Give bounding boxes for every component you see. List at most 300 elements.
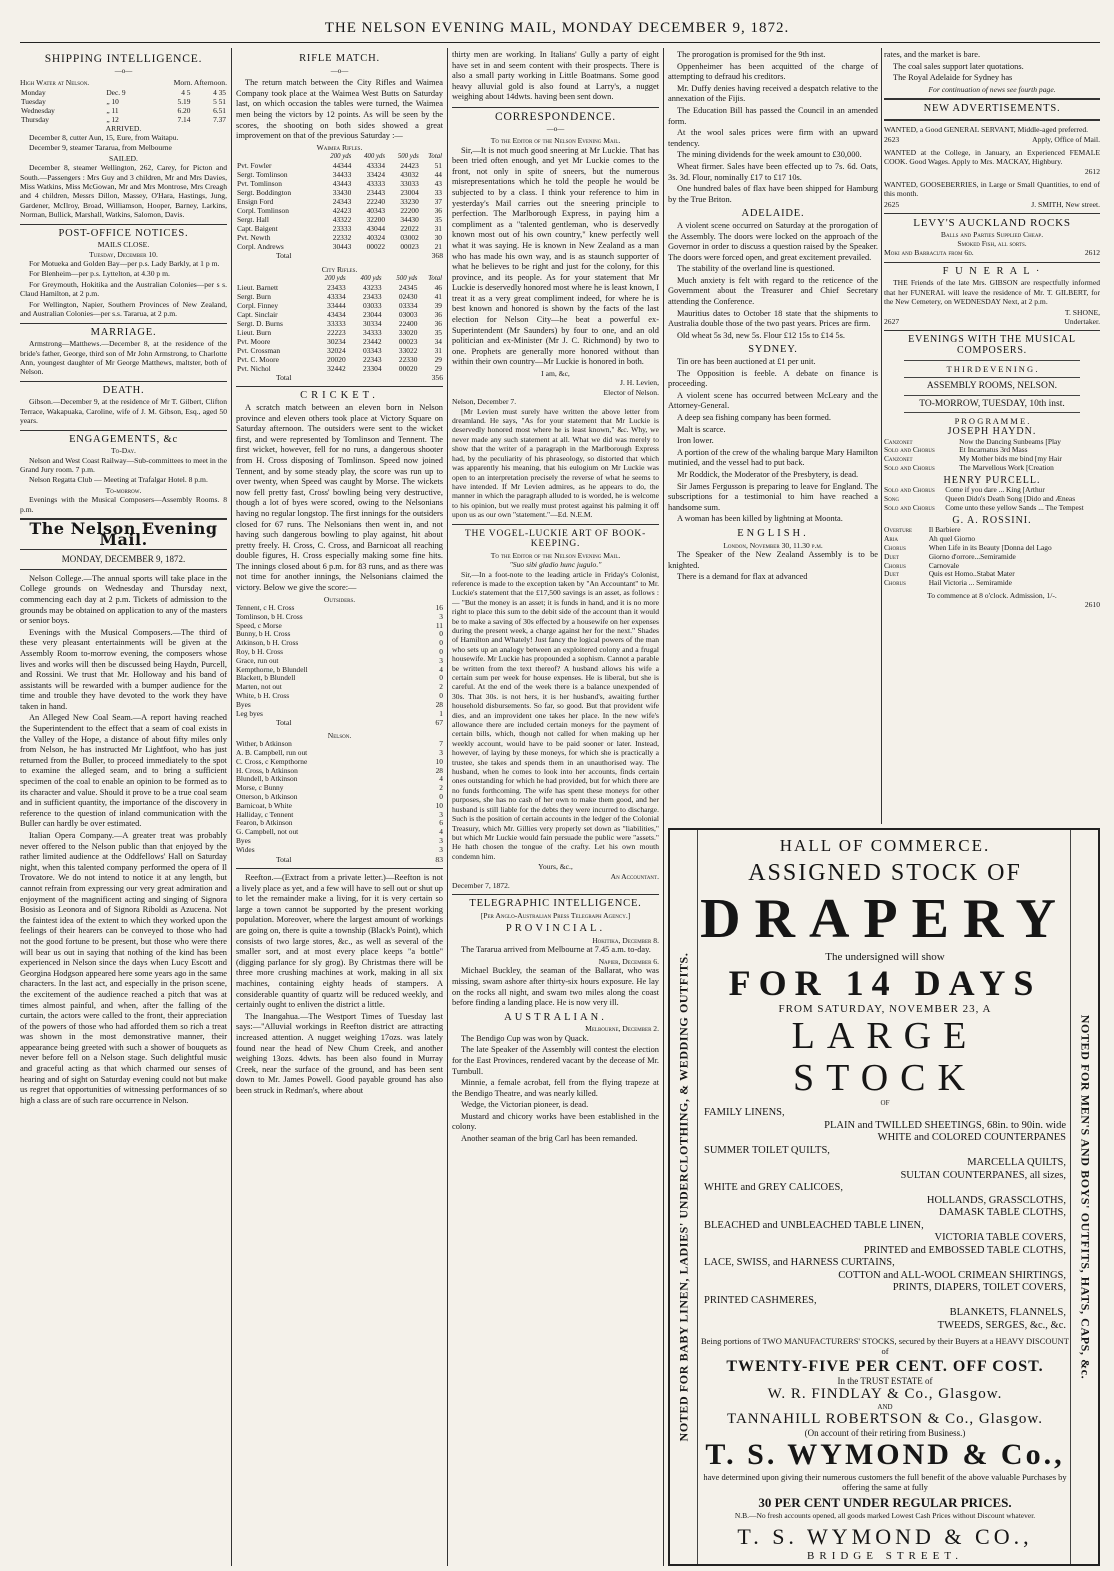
- batsman-runs: 10: [435, 756, 443, 766]
- score-cell: 34: [434, 336, 442, 346]
- score-cell: 34433: [332, 170, 352, 180]
- score-row: [236, 197, 443, 206]
- column-5: [884, 50, 1100, 825]
- haydn-table: [884, 438, 1100, 473]
- city-total: 356: [431, 372, 443, 382]
- goods-line: PRINTED and EMBOSSED TABLE CLOTHS,: [863, 1244, 1066, 1256]
- ad-number: 2627: [884, 317, 900, 327]
- programme-type: Solo and Chorus: [884, 445, 935, 455]
- score-cell: 29: [434, 354, 442, 364]
- news-para: The Speaker of the New Zealand Assembly is to be knighted.: [668, 549, 878, 570]
- column-divider: [447, 48, 448, 1566]
- score-cell: Sergt. Burn: [237, 291, 271, 301]
- advert-determined: have determined upon giving their numerous customers the full benefit of the above valuable Purchases by offering the same at fully: [703, 1472, 1067, 1492]
- score-cell: Sergt. Tomlinson: [237, 170, 288, 180]
- programme-type: Overture: [884, 525, 913, 535]
- goods-line: BLANKETS, FLANNELS,: [949, 1307, 1066, 1318]
- advert-retiring: (On account of their retiring from Business.): [804, 1428, 966, 1438]
- programme-type: Canzonet: [884, 454, 913, 464]
- score-cell: 30: [434, 233, 442, 243]
- batsman-row: [236, 701, 443, 710]
- rule: [884, 98, 1100, 100]
- score-cell: Corpl. Tomlinson: [237, 206, 289, 216]
- batsman-row: [236, 692, 443, 701]
- advert-bridge-street: BRIDGE STREET.: [807, 1550, 963, 1562]
- goods-line: TWEEDS, SERGES, &c., &c.: [937, 1319, 1066, 1331]
- score-cell: 24343: [332, 197, 352, 207]
- advert-assigned: ASSIGNED STOCK OF: [748, 860, 1022, 886]
- goods-line: VICTORIA TABLE COVERS,: [934, 1232, 1066, 1243]
- score-cell: 23442: [363, 336, 382, 346]
- batsman-name: Morse, c Bunny: [236, 783, 284, 793]
- news-para: A portion of the crew of the whaling barque Mary Hamilton mutinied, and the vessel had to put back.: [668, 447, 878, 468]
- programme-type: Duet: [884, 569, 900, 579]
- batsman-name: Byes: [236, 699, 251, 709]
- advert-undersigned: The undersigned will show: [825, 951, 945, 963]
- tide-cell: Tuesday: [21, 96, 46, 106]
- score-header: 200 yds: [324, 274, 346, 282]
- news-para: One hundred bales of flax have been shipped for Hamburg by the True Briton.: [668, 184, 878, 204]
- programme-piece: When Life in its Beauty [Donna del Lago: [928, 542, 1052, 552]
- batsman-name: A. B. Campbell, run out: [236, 748, 308, 758]
- nelson-title: Nelson.: [327, 730, 352, 740]
- goods-line: SULTAN COUNTERPANES, all sizes,: [900, 1169, 1066, 1181]
- article-para: Nelson College.—The annual sports will take place in the College grounds on Wednesday and Thursday next, commencing each day at 2 p.m. Tickets of admission to the grounds may be obtained on application to any of the masters or senior boys.: [20, 573, 227, 626]
- engagements-today: To-Day.: [111, 446, 136, 456]
- batsman-name: Wither, b Atkinson: [236, 739, 292, 749]
- score-header: 200 yds: [330, 153, 352, 161]
- programme-piece: Il Barbiere: [928, 525, 961, 535]
- outsiders-total-row: [236, 718, 443, 727]
- score-cell: Pvt. C. Moore: [237, 354, 279, 364]
- score-row: [236, 319, 443, 328]
- goods-line: PRINTED CASHMERES,: [704, 1294, 817, 1306]
- batsman-name: Tomlinson, b H. Cross: [236, 611, 303, 621]
- rule: [236, 386, 443, 387]
- batsman-name: C. Cross, c Kempthorne: [236, 756, 308, 766]
- batsman-name: Marten, not out: [236, 682, 282, 692]
- tele-para: Minnie, a female acrobat, fell from the flying trapeze at the Bendigo Theatre, and was nearly killed.: [452, 1078, 659, 1098]
- advert-and: AND: [877, 1403, 893, 1411]
- death-heading: DEATH.: [102, 384, 145, 396]
- goods-line: FAMILY LINENS,: [704, 1107, 785, 1118]
- score-cell: 43434: [327, 309, 346, 319]
- article-continued: thirty men are working. In Italians' Gully a party of eight have set in and seem content with their prospects. There is also a small party working in Little Boatmans. Some good heavy alluvial gold is also found at Larry's, a nugget weighing about 14dwts. having been sent down.: [452, 50, 659, 102]
- score-cell: 22400: [398, 318, 418, 328]
- news-para: Tin ore has been auctioned at £1 per unit.: [677, 357, 816, 367]
- score-row: [236, 310, 443, 319]
- score-cell: 43233: [363, 282, 382, 292]
- engagements-heading: ENGAGEMENTS, &c: [69, 433, 178, 445]
- classified-ad: [884, 125, 1100, 145]
- score-cell: 00020: [398, 363, 418, 373]
- composer-purcell: HENRY PURCELL.: [943, 474, 1041, 486]
- rule: [904, 377, 1080, 378]
- score-header: Total: [428, 274, 442, 282]
- batsman-runs: 3: [439, 844, 443, 854]
- score-cell: 03033: [363, 300, 382, 310]
- funeral-footer: [884, 317, 1100, 326]
- outsiders-title: Outsiders.: [323, 594, 356, 604]
- score-cell: 40343: [366, 206, 386, 216]
- batsman-runs: 0: [439, 792, 443, 802]
- score-cell: 43334: [366, 161, 386, 171]
- score-row: [236, 346, 443, 355]
- score-cell: 03002: [400, 233, 419, 243]
- advert-trust: In the TRUST ESTATE of: [837, 1376, 933, 1386]
- programme-type: Solo and Chorus: [884, 485, 935, 495]
- score-cell: Corpl. Finney: [237, 300, 279, 310]
- advert-large-stock: LARGE STOCK: [791, 1015, 979, 1099]
- batsman-row: [236, 837, 443, 846]
- letter-signature-title: Elector of Nelson.: [603, 387, 659, 397]
- dateline: Hokitika, December 8.: [592, 935, 659, 945]
- programme-piece: Come unto these yellow Sands ... The Tempest: [945, 503, 1084, 512]
- score-row: [236, 233, 443, 242]
- tide-table: [20, 88, 227, 124]
- tide-cell: „ 10: [106, 96, 119, 106]
- score-cell: 33020: [398, 327, 418, 337]
- score-cell: 43333: [366, 179, 386, 189]
- advert-discount: TWENTY-FIVE PER CENT. OFF COST.: [726, 1358, 1044, 1375]
- news-para: Oppenheimer has been acquitted of the charge of attempting to defraud his creditors.: [668, 61, 878, 82]
- tide-cell: 5.19: [177, 96, 191, 106]
- score-cell: 24423: [400, 161, 419, 171]
- score-cell: 22330: [398, 354, 418, 364]
- tide-header: [20, 78, 227, 87]
- score-cell: 43: [434, 179, 442, 189]
- batsman-name: Otterson, b Atkinson: [236, 792, 298, 802]
- advert-from-date: FROM SATURDAY, NOVEMBER 23, A: [778, 1003, 992, 1015]
- news-para: A woman has been killed by lightning at Moonta.: [677, 514, 843, 524]
- programme-type: Canzonet: [884, 436, 913, 446]
- batsman-runs: 4: [439, 664, 443, 674]
- score-cell: Pvt. Moore: [237, 336, 271, 346]
- score-cell: Corpl. Andrews: [237, 242, 284, 252]
- score-row: [236, 188, 443, 197]
- news-para: Mr. Duffy denies having received a despatch relative to the annexation of the Fijis.: [668, 83, 878, 104]
- column-2: [236, 50, 443, 1566]
- tide-cell: 4 5: [181, 87, 191, 97]
- score-cell: 34333: [363, 327, 382, 337]
- column-4: [668, 50, 878, 825]
- sailed-heading: SAILED.: [109, 153, 138, 163]
- score-cell: Pvt. Newth: [237, 233, 271, 243]
- score-cell: 35: [434, 327, 442, 337]
- batsman-runs: 4: [439, 774, 443, 784]
- rule: [904, 395, 1080, 396]
- programme-piece: Queen Dido's Death Song [Dido and Æneas: [945, 494, 1076, 504]
- ornament: —o—: [330, 66, 349, 75]
- tele-para: Wedge, the Victorian pioneer, is dead.: [461, 1100, 589, 1110]
- dateline: Napier, December 6.: [598, 956, 659, 966]
- batsman-name: Halliday, c Tennent: [236, 809, 294, 819]
- score-row: [236, 206, 443, 215]
- batsman-name: White, b H. Cross: [236, 691, 290, 701]
- score-cell: Capt. Sinclair: [237, 309, 278, 319]
- score-cell: 22223: [327, 327, 346, 337]
- programme-piece: Hail Victoria ... Semiramide: [928, 578, 1012, 588]
- advert-body: [698, 830, 1072, 1564]
- score-cell: 51: [434, 161, 442, 171]
- classified-contact: 2612: [1084, 167, 1100, 177]
- score-cell: 22343: [363, 354, 382, 364]
- score-cell: 41: [434, 291, 442, 301]
- marriage-text: Armstrong—Matthews.—December 8, at the residence of the bride's father, George, third son of Mr John Armstrong, to Charlotte Ann, youngest daughter of Mr George Matthews, maltster, both of Nelson.: [20, 339, 227, 377]
- score-cell: 43044: [366, 224, 386, 234]
- classified-footer: [884, 167, 1100, 176]
- score-cell: 03343: [363, 345, 382, 355]
- news-para: A deep sea fishing company has been formed.: [677, 413, 831, 422]
- score-row: [236, 170, 443, 179]
- advert-hall: HALL OF COMMERCE.: [779, 836, 991, 855]
- score-row: [236, 283, 443, 292]
- advert-vertical-text: NOTED FOR BABY LINEN, LADIES' UNDERCLOTHING, & WEDDING OUTFITS.: [676, 952, 690, 1442]
- ad-number: 2612: [1084, 248, 1100, 258]
- programme-piece: Come if you dare ... King [Arthur: [945, 485, 1045, 495]
- advert-findlay: W. R. FINDLAY & Co., Glasgow.: [767, 1386, 1003, 1402]
- batsman-runs: 28: [435, 699, 443, 709]
- programme-row: [884, 464, 1100, 473]
- batsman-name: Leg byes: [236, 708, 263, 718]
- goods-line: PLAIN and TWILLED SHEETINGS, 68in. to 90in. wide: [824, 1119, 1066, 1131]
- tide-cell: 4 35: [213, 87, 226, 97]
- score-cell: 43334: [327, 291, 346, 301]
- batsman-name: Speed, c Morse: [236, 620, 282, 630]
- inangahua-para: The Inangahua.—The Westport Times of Tuesday last says:—"Alluvial workings in Reefton district are attracting increased attention. A nugget weighing 17ozs. was lately found near the head of New Chum Creek, and another weighing 13ozs. 4dwts. has been also found in Murray Creek, near the surface of the ground, and has been sent down to Mr. James Powell. Good payable ground has also been struck in Redman's, where about: [236, 1011, 443, 1095]
- vogel-closing: Yours, &c.,: [538, 862, 573, 872]
- score-cell: 02430: [398, 291, 418, 301]
- rule: [452, 524, 659, 525]
- letter-place: Nelson, December 7.: [452, 397, 517, 407]
- programme-piece: Carnovale: [928, 560, 960, 570]
- score-cell: 23304: [363, 363, 382, 373]
- assembly-rooms: ASSEMBLY ROOMS, NELSON.: [926, 381, 1058, 392]
- score-cell: 30334: [363, 318, 382, 328]
- nelson-total: 83: [435, 854, 443, 864]
- programme-type: Chorus: [884, 542, 906, 552]
- batsman-runs: 10: [435, 800, 443, 810]
- ad-number: 2623: [884, 135, 900, 145]
- tide-cell: Thursday: [21, 114, 49, 124]
- rule: [904, 412, 1080, 413]
- advert-wymond: T. S. WYMOND & Co.,: [705, 1438, 1065, 1471]
- programme-piece: Now the Dancing Sunbeams [Play: [959, 436, 1061, 446]
- column-1: [20, 50, 227, 1566]
- arrived-item: December 8, cutter Aun, 15, Eure, from Waitapu.: [29, 133, 179, 142]
- levy-heading: LEVY'S AUCKLAND ROCKS: [913, 217, 1071, 230]
- outsiders-total: 67: [435, 718, 443, 728]
- australian-heading: AUSTRALIAN.: [504, 1011, 607, 1023]
- rule: [884, 213, 1100, 214]
- vogel-signature: An Accountant.: [610, 871, 659, 881]
- rifle-heading: RIFLE MATCH.: [299, 53, 380, 64]
- score-cell: 36: [434, 318, 442, 328]
- batsman-runs: 3: [439, 748, 443, 758]
- batsman-runs: 2: [439, 682, 443, 692]
- news-para: The mining dividends for the week amount to £30,000.: [677, 150, 862, 160]
- batsman-name: Kempthorne, b Blundell: [236, 664, 308, 674]
- commence-note: To commence at 8 o'clock. Admission, 1/-.: [927, 590, 1057, 600]
- score-cell: 46: [434, 282, 442, 292]
- programme-row: [884, 504, 1100, 513]
- total-label: Total: [276, 718, 292, 728]
- news-para: At the wool sales prices were firm with an upward tendency.: [668, 128, 878, 148]
- goods-line: COTTON and ALL-WOOL CRIMEAN SHIRTINGS,: [838, 1269, 1066, 1281]
- composer-rossini: G. A. ROSSINI.: [952, 514, 1032, 526]
- news-para: There is a demand for flax at advanced: [677, 572, 808, 582]
- batsman-name: Blackett, b Blundell: [236, 673, 296, 683]
- batsman-runs: 2: [439, 783, 443, 793]
- programme-piece: The Marvellous Work [Creation: [959, 463, 1054, 473]
- batsman-name: Wides: [236, 844, 255, 854]
- rule: [236, 868, 443, 869]
- batsman-runs: 4: [439, 827, 443, 837]
- tele-para: Mustard and chicory works have been established in the colony.: [452, 1111, 659, 1132]
- levy-line: Balls and Parties Supplied Cheap.: [940, 229, 1044, 239]
- score-cell: 23443: [366, 188, 386, 198]
- tide-cell: „ 11: [106, 105, 119, 115]
- score-cell: 37: [434, 197, 442, 207]
- score-cell: 30234: [327, 336, 346, 346]
- classified-footer: [884, 200, 1100, 209]
- telegraphic-heading: TELEGRAPHIC INTELLIGENCE.: [469, 898, 642, 910]
- funeral-signature: T. SHONE,: [1064, 307, 1100, 317]
- batsman-name: Grace, run out: [236, 655, 279, 665]
- advert-side-right: [1070, 830, 1098, 1564]
- batsman-name: H. Cross, b Atkinson: [236, 765, 298, 775]
- advert-drapery: DRAPERY: [700, 888, 1070, 950]
- batsman-name: Roy, b H. Cross: [236, 647, 283, 657]
- tide-cell: „ 12: [106, 114, 119, 124]
- news-para: rates, and the market is bare.: [884, 50, 981, 59]
- batsman-runs: 3: [439, 611, 443, 621]
- column-divider: [663, 48, 664, 1566]
- new-ads-heading: NEW ADVERTISEMENTS.: [923, 103, 1061, 115]
- waimea-table: [236, 152, 443, 251]
- score-row: [236, 328, 443, 337]
- news-para: The prorogation is promised for the 9th inst.: [677, 50, 826, 59]
- to-editor: To the Editor of the Nelson Evening Mail.: [490, 136, 621, 146]
- post-heading: POST-OFFICE NOTICES.: [58, 227, 189, 239]
- composer-haydn: JOSEPH HAYDN.: [947, 426, 1037, 438]
- programme-piece: My Mother bids me bind [my Hair: [959, 454, 1062, 464]
- score-cell: 34430: [400, 215, 419, 225]
- tide-row: [20, 88, 227, 97]
- programme-type: Song: [884, 494, 899, 504]
- batsman-runs: 28: [435, 765, 443, 775]
- marriage-heading: MARRIAGE.: [90, 326, 157, 338]
- score-row: [236, 337, 443, 346]
- score-cell: 32024: [327, 345, 346, 355]
- news-para: Mr Roddick, the Moderator of the Presbytery, is dead.: [677, 469, 859, 479]
- score-cell: 23333: [332, 224, 352, 234]
- waimea-title: Waimea Rifles.: [316, 142, 363, 152]
- score-header: 500 yds: [397, 153, 419, 161]
- score-header: [236, 152, 318, 161]
- programme-row: [884, 579, 1100, 588]
- vogel-date: December 7, 1872.: [452, 880, 510, 890]
- total-label: Total: [276, 372, 292, 382]
- score-header: 400 yds: [360, 274, 382, 282]
- batsman-runs: 3: [439, 836, 443, 845]
- engagement-item: Nelson and West Coast Railway—Sub-committees to meet in the Grand Jury room. 7 p.m.: [20, 455, 227, 474]
- ads-list: [884, 125, 1100, 209]
- to-editor: To the Editor of the Nelson Evening Mail.: [490, 550, 621, 560]
- continuation-note: For continuation of news see fourth page.: [928, 84, 1056, 94]
- column-divider: [881, 48, 882, 824]
- shipping-heading: SHIPPING INTELLIGENCE.: [44, 53, 203, 65]
- batsman-runs: 0: [439, 647, 443, 657]
- advert-wymond-footer: T. S. WYMOND & CO.,: [737, 1524, 1033, 1549]
- score-cell: Sergt. D. Burns: [237, 318, 283, 328]
- engagement-item: Nelson Regatta Club — Meeting at Trafalgar Hotel. 8 p.m.: [29, 475, 208, 485]
- news-para: A violent scene has occurred between McLeary and the Attorney-General.: [668, 390, 878, 411]
- score-cell: 39: [434, 300, 442, 310]
- rule: [884, 262, 1100, 263]
- ad-number: 2625: [884, 199, 900, 209]
- column-divider: [231, 48, 232, 1566]
- news-para: A violent scene occurred on Saturday at the prorogation of the Assembly. The doors were locked on the approach of the Governor in order to discuss a question raised by the Speaker. The doors were forced open, and great excitement prevailed.: [668, 220, 878, 262]
- score-row: [236, 179, 443, 188]
- score-cell: 32200: [366, 215, 386, 225]
- score-row: [236, 215, 443, 224]
- tide-cell: 6.51: [213, 105, 226, 115]
- score-cell: Sergt. Boddington: [237, 188, 292, 198]
- drapery-advert: [668, 828, 1100, 1566]
- goods-line: PRINTS, DIAPERS, TOILET COVERS,: [892, 1282, 1066, 1293]
- rule: [20, 549, 227, 550]
- masthead-rule: [20, 42, 1100, 43]
- tele-para: Another seaman of the brig Carl has been remanded.: [461, 1134, 638, 1144]
- paper-date: MONDAY, DECEMBER 9, 1872.: [61, 554, 186, 565]
- batsman-row: [236, 710, 443, 719]
- classified-contact: J. SMITH, New street.: [1031, 199, 1100, 209]
- score-cell: Lieut. Barnett: [237, 282, 279, 292]
- cricket-heading: CRICKET.: [300, 390, 379, 402]
- score-header: 400 yds: [364, 153, 386, 161]
- programme-type: Solo and Chorus: [884, 503, 935, 512]
- rule: [20, 323, 227, 324]
- city-table: [236, 274, 443, 373]
- rule: [884, 330, 1100, 331]
- news-para: The Education Bill has passed the Council in an amended form.: [668, 105, 878, 126]
- score-row: [236, 242, 443, 251]
- programme-type: Chorus: [884, 578, 906, 588]
- news-para: The Opposition is feeble. A debate on finance is proceeding.: [668, 368, 878, 389]
- dateline: Melbourne, December 2.: [585, 1024, 659, 1034]
- tide-cell: 5 51: [213, 96, 226, 106]
- score-cell: 43443: [332, 179, 352, 189]
- score-cell: 43032: [400, 170, 419, 180]
- goods-line: SUMMER TOILET QUILTS,: [704, 1144, 830, 1156]
- score-cell: Pvt. Fowler: [237, 161, 272, 171]
- score-header: [236, 274, 311, 283]
- post-item: For Greymouth, Hokitika and the Australian Colonies—per s s. Claud Hamilton, at 2 p.m.: [20, 279, 227, 299]
- rule: [452, 107, 659, 108]
- article-para: Evenings with the Musical Composers.—The third of these very pleasant entertainments will be given at the Assembly Room to-morrow evening, the composers whose lives and works will then be discussed being Haydn, Purcell, and Rossini. We trust that Mr. Holloway and his band of assistants will be rewarded with a bumper audience for the time and trouble they have devoted to the work they have taken in hand.: [20, 627, 227, 711]
- score-cell: 31: [434, 345, 442, 355]
- tide-cell: 6.20: [177, 105, 191, 115]
- batsman-runs: 3: [439, 809, 443, 819]
- post-item: For Wellington, Napier, Southern Provinces of New Zealand, and Australian Colonies—per s.s. Tararua, at 2 p.m.: [20, 299, 227, 319]
- classified-contact: Apply, Office of Mail.: [1032, 135, 1100, 145]
- funeral-undertaker: Undertaker.: [1064, 317, 1100, 327]
- rule: [20, 224, 227, 225]
- goods-line: LACE, SWISS, and HARNESS CURTAINS,: [704, 1257, 895, 1268]
- score-cell: 22240: [366, 197, 386, 207]
- goods-line: BLEACHED and UNBLEACHED TABLE LINEN,: [704, 1219, 924, 1231]
